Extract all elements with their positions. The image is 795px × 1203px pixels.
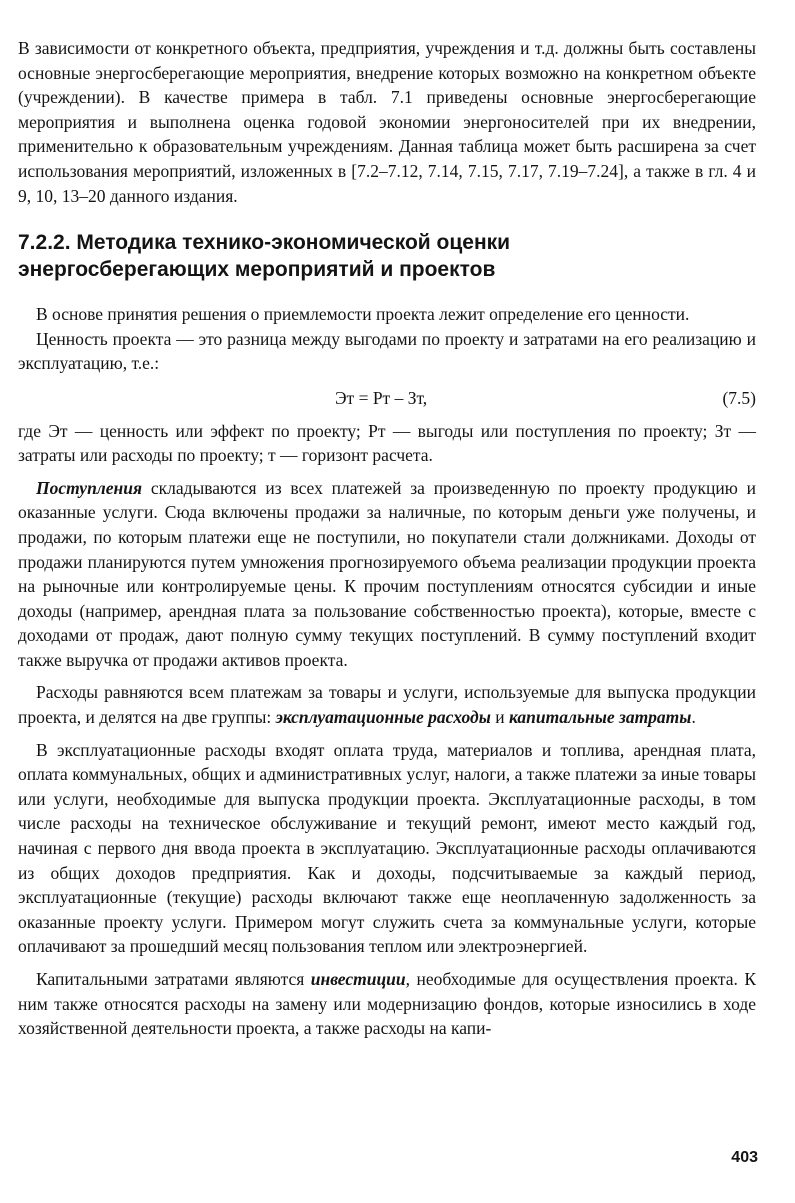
formula-expression: Эт = Рт – Зт, — [335, 387, 428, 408]
page-number: 403 — [731, 1149, 758, 1166]
expenses-text-2: и — [490, 707, 509, 728]
basis-paragraph: В основе принятия решения о приемлемости проекта лежит определение его ценности. — [36, 304, 690, 325]
investments-term: инвестиции — [310, 969, 406, 989]
formula-legend-paragraph: где Эт — ценность или эффект по проекту; Рт — выгоды или поступления по проекту; Зт — затраты или расходы по проекту; т — горизонт расчета. — [18, 420, 756, 466]
capital-text-1: Капитальными затратами являются — [36, 969, 311, 989]
income-text: складываются из всех платежей за произведенную по проекту продукцию и оказанные услуги. Сюда включены продажи за наличные, по которым деньги уже получены, и продажи, по которым платежи еще не поступили, но покупатели стали должниками. Доходы от продажи планируются путем умножения прогнозируемого объема реализации продукции проекта на рыночные или контролируемые цены. К прочим поступлениям относятся субсидии и иные доходы (например, арендная плата за пользование собственностью проекта), которые, вместе с доходами от продаж, дают полную сумму текущих поступлений. В сумму поступлений входит также выручка от продажи активов проекта. — [18, 477, 756, 670]
formula-number: (7.5) — [722, 387, 756, 408]
operating-expenses-paragraph: В эксплуатационные расходы входят оплата труда, материалов и топлива, арендная плата, оплата коммунальных, общих и административных услуг, налоги, а также платежи за иные товары или услуги, необходимые для выпуска продукции проекта. Эксплуатационные расходы, в том числе расходы на техническое обслуживание и текущий ремонт, имеют место каждый год, начиная с первого дня ввода проекта в эксплуатацию. Эксплуатационные расходы оплачиваются из общих доходов предприятия. Как и доходы, подсчитываемые за каждый период, эксплуатационные (текущие) расходы включают также еще неоплаченную задолженность за оказанные проекту услуги. Примером могут служить счета за коммунальные услуги, которые оплачивают за прошедший месяц пользования теплом или электроэнергией. — [18, 739, 756, 957]
operating-expenses-term: эксплуатационные расходы — [275, 707, 491, 728]
expenses-text-1: Расходы равняются всем платежам за товары и услуги, используемые для выпуска продукции проекта, и делятся на две группы: — [18, 682, 756, 728]
section-heading-line-1: 7.2.2. Методика технико-экономической оценки — [18, 231, 511, 255]
capital-text-2: , необходимые для осуществления проекта. К ним также относятся расходы на замену или модернизацию фондов, которые износились в ходе хозяйственной деятельности проекта, а также расходы на капи- — [18, 969, 756, 1039]
income-term: Поступления — [36, 477, 143, 498]
page-body — [18, 36, 756, 1041]
section-heading — [18, 229, 756, 283]
capital-costs-paragraph — [18, 967, 756, 1041]
expenses-paragraph — [18, 680, 756, 729]
capital-costs-term: капитальные затраты — [509, 707, 692, 728]
expenses-text-3: . — [691, 707, 696, 728]
income-paragraph — [18, 476, 756, 673]
intro-paragraph: В зависимости от конкретного объекта, предприятия, учреждения и т.д. должны быть составлены основные энергосберегающие мероприятия, внедрение которых возможно на конкретном объекте (учреждении). В качестве примера в табл. 7.1 приведены основные энергосберегающие мероприятия и выполнена оценка годовой экономии энергоносителей при их внедрении, применительно к образовательным учреждениям. Данная таблица может быть расширена за счет использования мероприятий, изложенных в [7.2–7.12, 7.14, 7.15, 7.17, 7.19–7.24], а также в гл. 4 и 9, 10, 13–20 данного издания. — [18, 38, 756, 206]
section-heading-line-2: энергосберегающих мероприятий и проектов — [18, 258, 496, 282]
formula-row — [18, 386, 756, 411]
value-definition-paragraph: Ценность проекта — это разница между выгодами по проекту и затратами на его реализацию и эксплуатацию, т.е.: — [18, 328, 756, 374]
